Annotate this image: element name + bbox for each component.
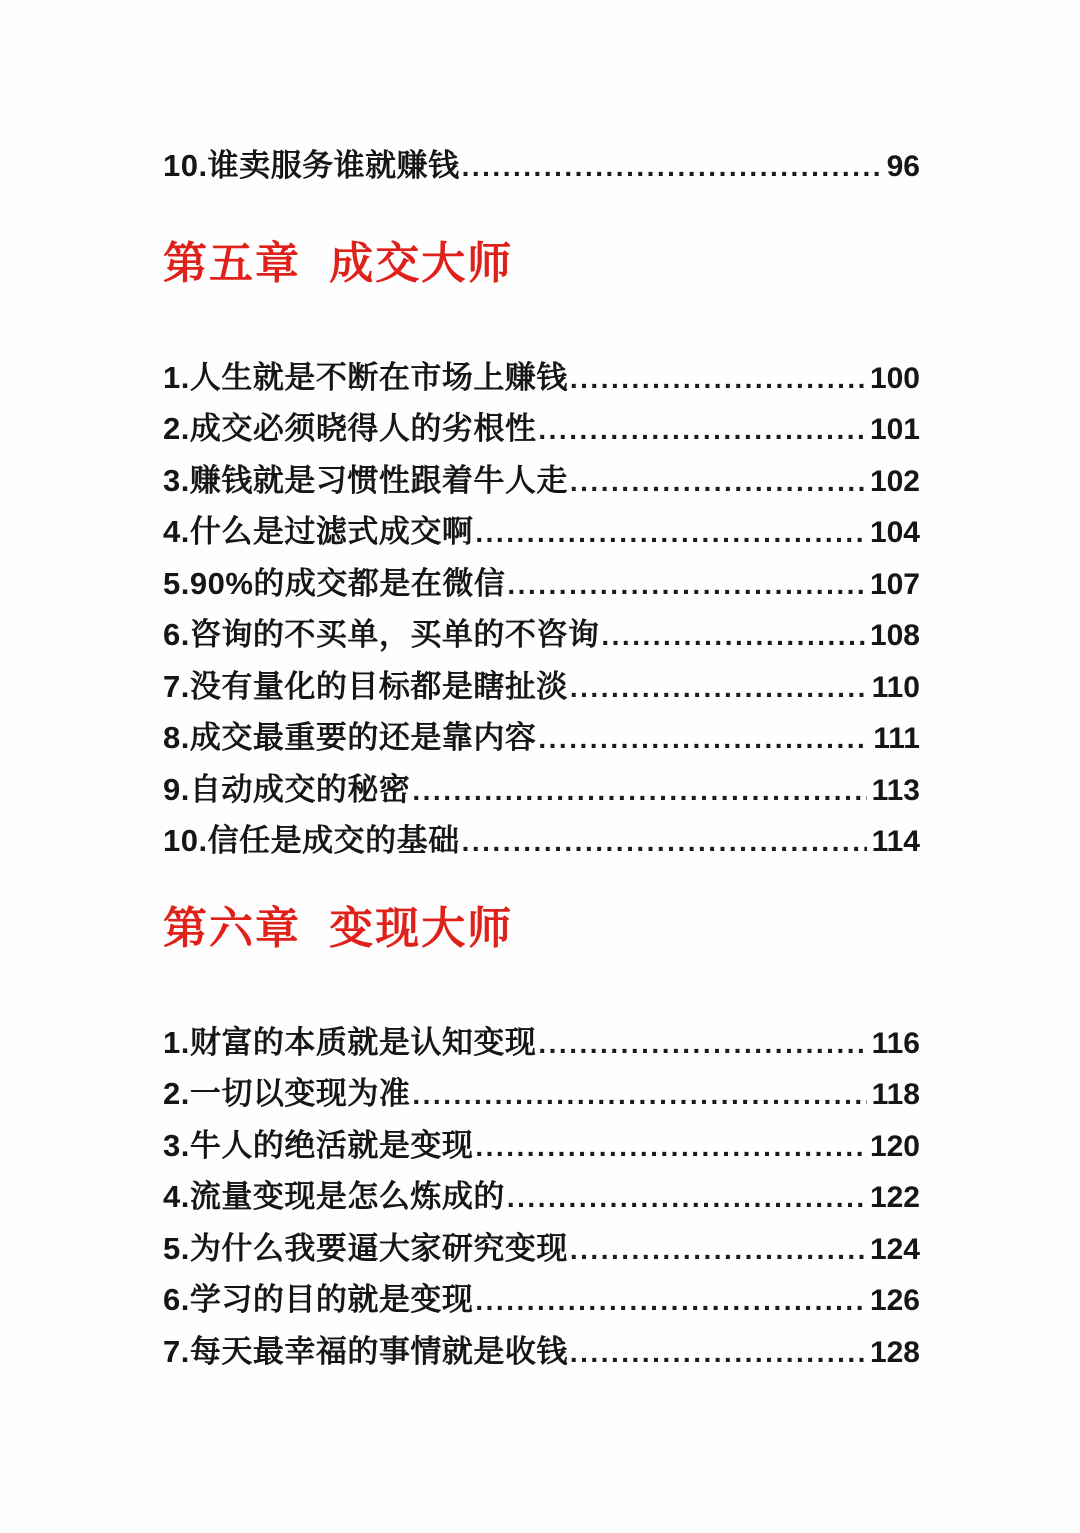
toc-item-page: 114 — [871, 825, 920, 858]
dot-leader — [568, 661, 867, 714]
toc-item-page: 126 — [869, 1284, 920, 1317]
toc-item-page: 111 — [873, 722, 920, 755]
toc-item-title: 3.赚钱就是习惯性跟着牛人走 — [163, 462, 568, 498]
toc-item — [163, 558, 920, 610]
dot-leader — [568, 1223, 865, 1276]
toc-item-page: 120 — [869, 1129, 920, 1163]
dot-leader — [568, 1326, 865, 1379]
toc-item-title: 5.为什么我要逼大家研究变现 — [163, 1230, 568, 1266]
toc-item-page: 104 — [869, 516, 920, 549]
dot-leader — [599, 609, 865, 662]
dot-leader — [473, 506, 865, 559]
toc-item — [163, 661, 920, 713]
toc-item-title: 3.牛人的绝活就是变现 — [163, 1127, 474, 1163]
dot-leader — [568, 352, 865, 405]
toc-item-title: 10.信任是成交的基础 — [163, 823, 460, 858]
toc-item-title: 10.谁卖服务谁就赚钱 — [163, 148, 460, 183]
toc-item — [163, 712, 920, 764]
toc-item — [163, 1017, 920, 1069]
toc-item — [163, 352, 920, 404]
toc-item-page: 107 — [869, 567, 920, 601]
toc-item-title: 1.财富的本质就是认知变现 — [163, 1024, 537, 1060]
toc-item-title: 9.自动成交的秘密 — [163, 771, 411, 807]
chapter-heading: 第六章 变现大师 — [163, 903, 514, 953]
toc-item — [163, 403, 920, 455]
toc-item-page: 101 — [869, 413, 920, 446]
dot-leader — [410, 764, 866, 817]
toc-item-page: 102 — [869, 464, 920, 498]
toc-content — [163, 0, 920, 1377]
toc-item — [163, 1326, 920, 1378]
toc-item — [163, 1171, 920, 1223]
toc-item — [163, 1120, 920, 1172]
dot-leader — [568, 455, 865, 508]
toc-item-title: 5.90%的成交都是在微信 — [163, 565, 506, 601]
toc-item — [163, 140, 920, 192]
dot-leader — [536, 712, 868, 765]
toc-item-title: 8.成交最重要的还是靠内容 — [163, 720, 537, 755]
dot-leader — [536, 403, 865, 456]
toc-list — [163, 1017, 920, 1378]
chapter-heading: 第五章 成交大师 — [163, 238, 514, 288]
toc-item-page: 118 — [871, 1078, 920, 1111]
toc-item-title: 6.咨询的不买单，买单的不咨询 — [163, 617, 600, 652]
toc-list — [163, 352, 920, 867]
dot-leader — [473, 1120, 865, 1173]
dot-leader — [460, 815, 867, 868]
toc-item — [163, 764, 920, 816]
dot-leader — [505, 558, 865, 611]
toc-item-title: 1.人生就是不断在市场上赚钱 — [163, 359, 568, 395]
dot-leader — [460, 140, 882, 193]
toc-item-title: 7.没有量化的目标都是瞎扯淡 — [163, 668, 568, 704]
toc-item — [163, 506, 920, 558]
toc-item — [163, 1068, 920, 1120]
toc-item — [163, 1274, 920, 1326]
toc-item-page: 122 — [869, 1181, 920, 1214]
toc-item-page: 110 — [871, 670, 920, 704]
toc-item — [163, 609, 920, 661]
dot-leader — [505, 1171, 865, 1224]
toc-item-page: 108 — [869, 619, 920, 652]
dot-leader — [410, 1068, 866, 1121]
toc-item-page: 128 — [869, 1335, 920, 1369]
dot-leader — [536, 1017, 866, 1070]
toc-item-page: 113 — [871, 773, 920, 807]
dot-leader — [473, 1274, 865, 1327]
toc-item-title: 7.每天最幸福的事情就是收钱 — [163, 1333, 568, 1369]
toc-item — [163, 1223, 920, 1275]
toc-item-page: 124 — [869, 1232, 920, 1266]
toc-item — [163, 455, 920, 507]
toc-item — [163, 815, 920, 867]
toc-item-page: 96 — [886, 150, 920, 183]
toc-item-title: 2.一切以变现为准 — [163, 1076, 411, 1111]
toc-item-title: 6.学习的目的就是变现 — [163, 1282, 474, 1317]
toc-item-title: 2.成交必须晓得人的劣根性 — [163, 411, 537, 446]
toc-item-title: 4.流量变现是怎么炼成的 — [163, 1179, 505, 1214]
toc-item-page: 116 — [871, 1026, 920, 1060]
toc-item-page: 100 — [869, 361, 920, 395]
toc-item-title: 4.什么是过滤式成交啊 — [163, 514, 474, 549]
